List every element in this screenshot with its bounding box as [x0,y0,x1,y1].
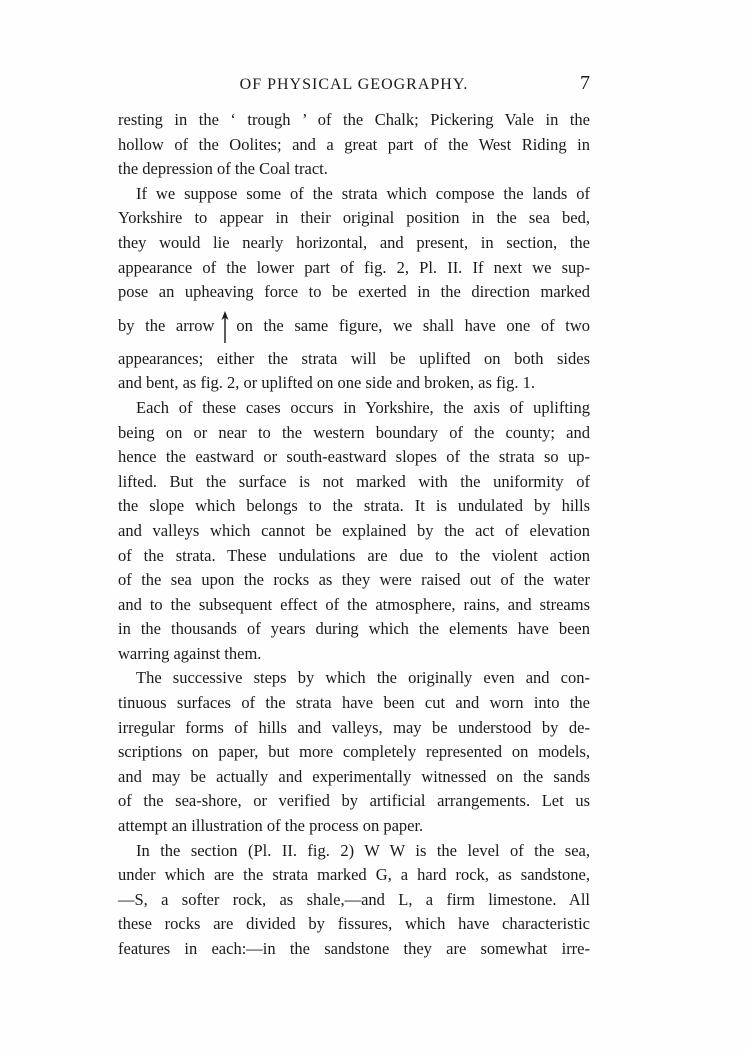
text-line: of the sea-shore, or verified by artificial arrangements. Let us [118,791,590,811]
running-head [118,72,590,96]
text-line: Each of these cases occurs in Yorkshire, the axis of uplifting [136,397,590,417]
text-line: In the section (Pl. II. fig. 2) W W is the level of the sea, [136,840,590,860]
text-line: and to the subsequent effect of the atmosphere, rains, and streams [118,594,590,614]
text-fragment: by the arrow [118,315,215,335]
text-line: attempt an illustration of the process on paper. [118,816,424,836]
text-line: lifted. But the surface is not marked with the uniformity of [118,471,590,491]
text-line: tinuous surfaces of the strata have been cut and worn into the [118,693,590,713]
text-line: these rocks are divided by fissures, which have characteristic [118,914,590,934]
text-line: and valleys which cannot be explained by the act of elevation [118,520,590,540]
text-line: the slope which belongs to the strata. It is undulated by hills [118,496,590,516]
text-line: of the strata. These undulations are due to the violent action [118,545,590,565]
text-line: in the thousands of years during which the elements have been [118,619,590,639]
text-line: The successive steps by which the originally even and con- [136,668,590,688]
text-line: and bent, as fig. 2, or uplifted on one side and broken, as fig. 1. [118,373,535,393]
text-line: warring against them. [118,643,262,663]
text-line: resting in the ‘ trough ’ of the Chalk; Pickering Vale in the [118,110,590,129]
text-line: irregular forms of hills and valleys, may be understood by de- [118,717,590,737]
body-text [118,108,590,962]
text-fragment: on the same figure, we shall have one of two [236,315,591,335]
text-line: If we suppose some of the strata which compose the lands of [136,183,590,203]
running-title: OF PHYSICAL GEOGRAPHY. [239,76,469,93]
text-line: of the sea upon the rocks as they were raised out of the water [118,570,590,590]
text-line: appearance of the lower part of fig. 2, Pl. II. If next we sup- [118,257,590,277]
text-line: hollow of the Oolites; and a great part of the West Riding in [118,134,590,154]
text-line: the depression of the Coal tract. [118,159,328,179]
text-line: under which are the strata marked G, a hard rock, as sandstone, [118,865,590,885]
text-line: appearances; either the strata will be uplifted on both sides [118,348,590,368]
text-line: Yorkshire to appear in their original position in the sea bed, [118,208,590,228]
text-line-with-arrow [118,305,590,347]
text-line: being on or near to the western boundary of the county; and [118,422,590,442]
text-line: features in each:—in the sandstone they are somewhat irre- [118,939,590,958]
text-line: hence the eastward or south-eastward slopes of the strata so up- [118,447,590,467]
upward-arrow-icon [220,310,230,344]
page-number: 7 [580,72,590,94]
text-line: they would lie nearly horizontal, and present, in section, the [118,232,590,252]
text-line: —S, a softer rock, as shale,—and L, a firm limestone. All [118,889,590,909]
text-line: scriptions on paper, but more completely represented on models, [118,742,590,762]
text-line: and may be actually and experimentally witnessed on the sands [118,766,590,786]
text-line: pose an upheaving force to be exerted in the direction marked [118,282,590,302]
